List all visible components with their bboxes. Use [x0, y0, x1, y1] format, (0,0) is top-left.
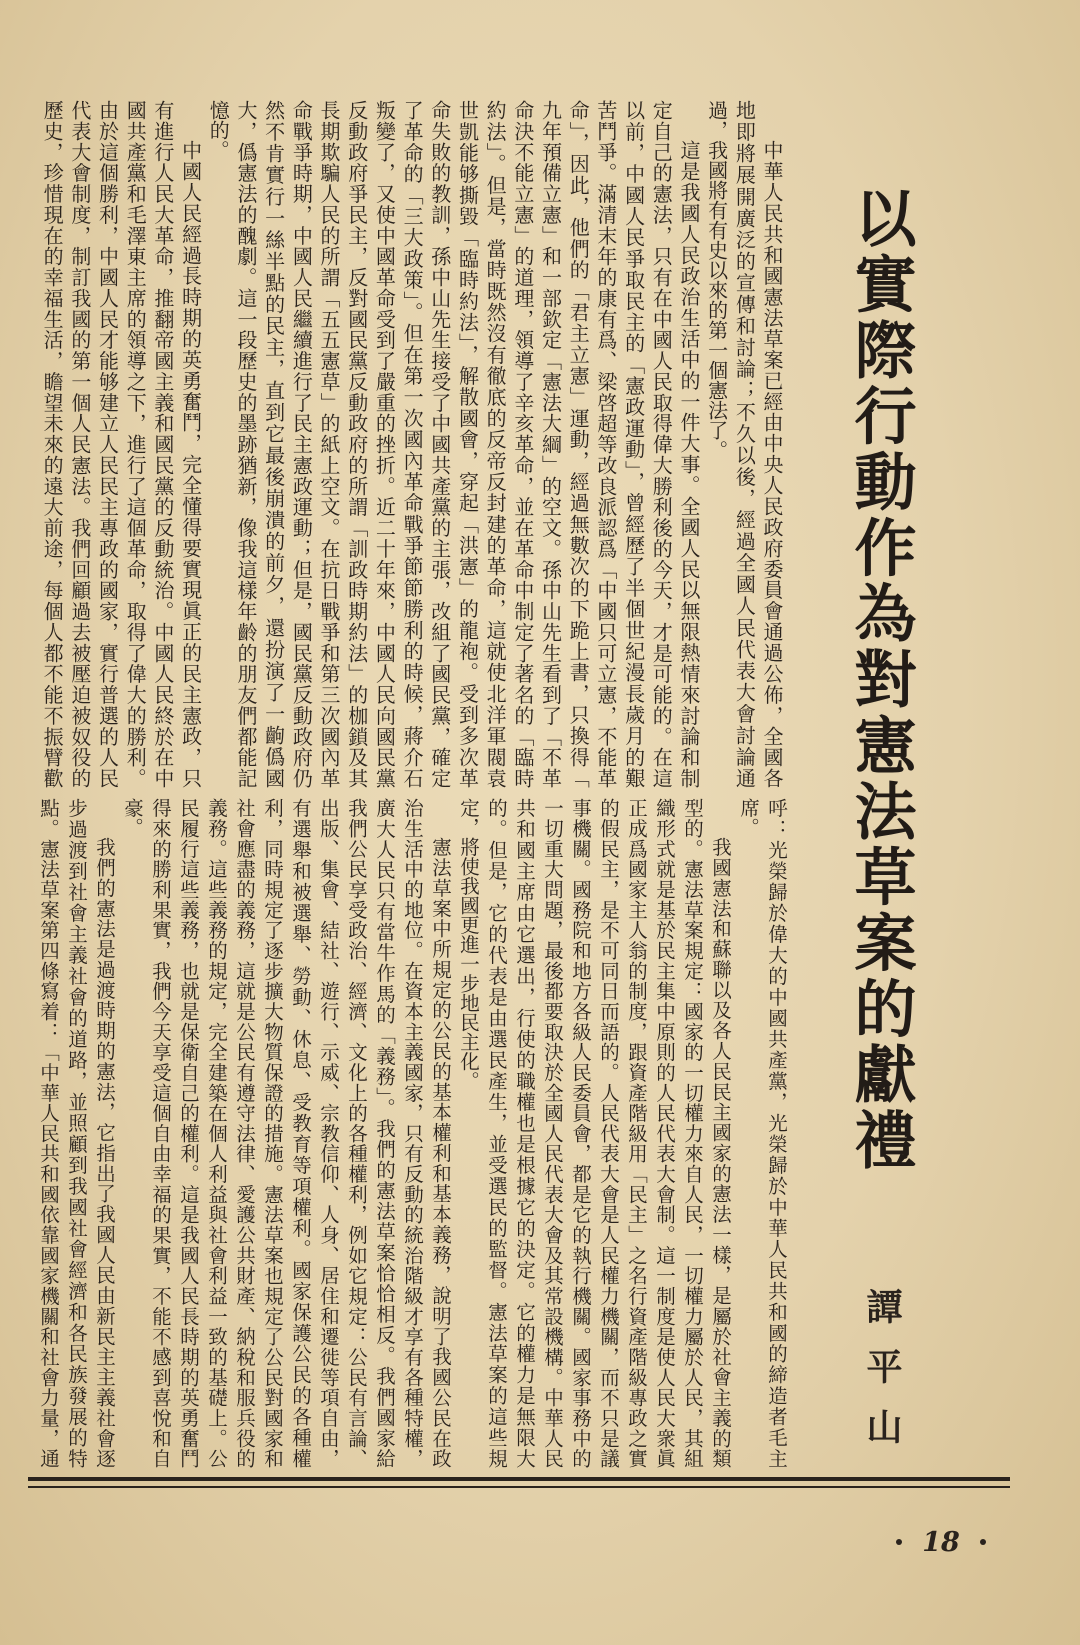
text-column: 大，僞憲法的醜劇。這一段歷史的墨跡猶新，像我這樣年齡的朋友們都能記 — [233, 100, 258, 788]
text-column: 長期欺騙人民的所謂「五五憲草」的紙上空文。在抗日戰爭和第三次國內革 — [317, 100, 341, 788]
text-column: 世凱能够撕毀「臨時約法」，解散國會，穿起「洪憲」的龍袍。受到多次革 — [455, 100, 480, 788]
text-column: 席。 — [737, 798, 760, 837]
text-column: 點。憲法草案第四條寫着：「中華人民共和國依靠國家機關和社會力量，通 — [37, 798, 60, 1468]
text-column: 型的。憲法草案規定：國家的一切權力來自人民，一切權力屬於人民，其組 — [681, 798, 704, 1468]
text-column: 了革命的「三大政策」。但在第一次國內革命戰爭節節勝利的時候，蔣介石 — [400, 100, 425, 788]
page-number-text: 18 — [922, 1526, 960, 1558]
bottom-rule-thick — [28, 1477, 1010, 1481]
text-column: 利，同時規定了逐步擴大物質保證的措施。憲法草案也規定了公民對國家和 — [261, 798, 284, 1468]
text-column: 我國憲法和蘇聯以及各人民民主國家的憲法一樣，是屬於社會主義的類 — [709, 837, 732, 1468]
text-column: 織形式就是基於民主集中原則的人民代表大會制。這一制度是使人民大衆眞 — [653, 798, 676, 1468]
text-column: 義務。這些義務的規定，完全建築在個人利益與社會利益一致的基礎上。公 — [205, 798, 228, 1468]
article-title: 以實際行動作為對憲法草案的獻禮 — [844, 186, 917, 1170]
text-column: 歷史，珍惜現在的幸福生活，瞻望未來的遠大前途，每個人都不能不振臂歡 — [40, 100, 65, 788]
text-column: 定，將使我國更進一步地民主化。 — [457, 798, 480, 1091]
text-column: 以前，中國人民爭取民主的「憲政運動」，曾經歷了半個世紀漫長歲月的艱 — [621, 100, 646, 788]
text-column: 步過渡到社會主義社會的道路，並照顧到我國社會經濟和各民族發展的特 — [65, 798, 88, 1468]
text-column: 的。但是，它的代表是由選民產生，並受選民的監督。憲法草案的這些規 — [485, 798, 508, 1468]
text-column: 約法」。但是，當時既然沒有徹底的反帝反封建的革命，這就使北洋軍閥袁 — [483, 100, 508, 788]
text-column: 出版、集會、結社、遊行、示威、宗教信仰、人身、居住和遷徙等項自由， — [317, 798, 340, 1468]
text-column: 命失敗的教訓，孫中山先生接受了中國共產黨的主張，改組了國民黨，確定 — [427, 100, 452, 788]
text-column: 這是我國人民政治生活中的一件大事。全國人民以無限熱情來討論和制 — [676, 140, 701, 788]
text-column: 然不肯實行一絲半點的民主，直到它最後崩潰的前夕，還扮演了一齣僞國 — [261, 100, 286, 788]
text-column: 民履行這些義務，也就是保衛自己的權利。這是我國人民長時期的英勇奮鬥 — [177, 798, 200, 1468]
lower-text-block — [34, 798, 790, 1468]
text-column: 由於這個勝利，中國人民才能够建立人民民主專政的國家，實行普選的人民 — [95, 100, 120, 788]
text-column: 叛變了，又使中國革命受到了嚴重的挫折。近二十年來，中國人民向國民黨 — [372, 100, 397, 788]
text-column: 代表大會制度，制訂我國的第一個人民憲法。我們回顧過去被壓迫被奴役的 — [67, 100, 92, 788]
text-column: 得來的勝利果實，我們今天享受這個自由幸福的果實，不能不感到喜悅和自 — [149, 798, 172, 1468]
text-column: 地即將展開廣泛的宣傳和討論；不久以後，經過全國人民代表大會討論通 — [732, 100, 757, 788]
text-column: 事機關。國務院和地方各級人民委員會，都是它的執行機關。國家事務中的 — [569, 798, 592, 1468]
text-column: 治生活中的地位。在資本主義國家，只有反動的統治階級才享有各種特權， — [401, 798, 424, 1468]
text-column: 反動政府爭民主，反對國民黨反動政府的所謂「訓政時期約法」的枷鎖及其 — [344, 100, 369, 788]
text-column: 命決不能立憲」的道理，領導了辛亥革命，並在革命中制定了著名的「臨時 — [510, 100, 535, 788]
page-number-dot — [896, 1539, 902, 1545]
text-column: 的假民主，是不可同日而語的。人民代表大會是人民權力機關，而不只是議 — [597, 798, 620, 1468]
page-number — [896, 1522, 986, 1562]
text-column: 社會應盡的義務，這就是公民有遵守法律、愛護公共財產、納稅和服兵役的 — [233, 798, 256, 1468]
text-column: 過，我國將有有史以來的第一個憲法了。 — [704, 100, 729, 460]
bottom-rule-thin — [28, 1486, 1010, 1488]
text-column: 有選舉和被選舉、勞動、休息、受教育等項權利。國家保護公民的各種權 — [289, 798, 312, 1468]
text-column: 命戰爭時期，中國人民繼續進行了民主憲政運動；但是，國民黨反動政府仍 — [289, 100, 314, 788]
text-column: 中國人民經過長時期的英勇奮鬥，完全懂得要實現眞正的民主憲政，只 — [178, 140, 203, 788]
text-column: 國共產黨和毛澤東主席的領導之下，進行了這個革命，取得了偉大的勝利。 — [123, 100, 148, 788]
text-column: 一切重大問題，最後都要取決於全國人民代表大會及其常設機構。中華人民 — [541, 798, 564, 1468]
text-column: 我們公民享受政治、經濟、文化上的各種權利，例如它規定：公民有言論、 — [345, 798, 368, 1468]
text-column: 有進行人民大革命，推翻帝國主義和國民黨的反動統治。中國人民終於在中 — [150, 100, 175, 788]
text-column: 正成爲國家主人翁的制度，跟資產階級用「民主」之名行資產階級專政之實 — [625, 798, 648, 1468]
upper-text-block — [36, 100, 785, 788]
text-column: 命」，因此，他們的「君主立憲」運動，經過無數次的下跪上書，只換得「 — [566, 100, 591, 788]
page-number-dot — [980, 1539, 986, 1545]
author-name: 譚平山 — [861, 1288, 903, 1444]
text-column: 憶的。 — [206, 100, 231, 160]
text-column: 我們的憲法是過渡時期的憲法，它指出了我國人民由新民主主義社會逐 — [93, 837, 116, 1468]
text-column: 定自己的憲法，只有在中國人民取得偉大勝利後的今天，才是可能的。在這 — [649, 100, 674, 788]
text-column: 中華人民共和國憲法草案已經由中央人民政府委員會通過公佈，全國各 — [760, 140, 784, 788]
text-column: 共和國主席由它選出，行使的職權也是根據它的決定。它的權力是無限大 — [513, 798, 536, 1468]
text-column: 憲法草案中所規定的公民的基本權利和基本義務，說明了我國公民在政 — [429, 837, 452, 1468]
text-column: 呼：光榮歸於偉大的中國共產黨，光榮歸於中華人民共和國的締造者毛主 — [765, 798, 788, 1468]
text-column: 廣大人民只有當牛作馬的「義務」。我們的憲法草案恰恰相反。我們國家給 — [373, 798, 396, 1468]
text-column: 豪。 — [121, 798, 144, 837]
text-column: 苦鬥爭。滿清末年的康有爲、梁啓超等改良派認爲「中國只可立憲，不能革 — [593, 100, 618, 788]
text-column: 九年預備立憲」和一部欽定「憲法大綱」的空文。孫中山先生看到了「不革 — [538, 100, 563, 788]
